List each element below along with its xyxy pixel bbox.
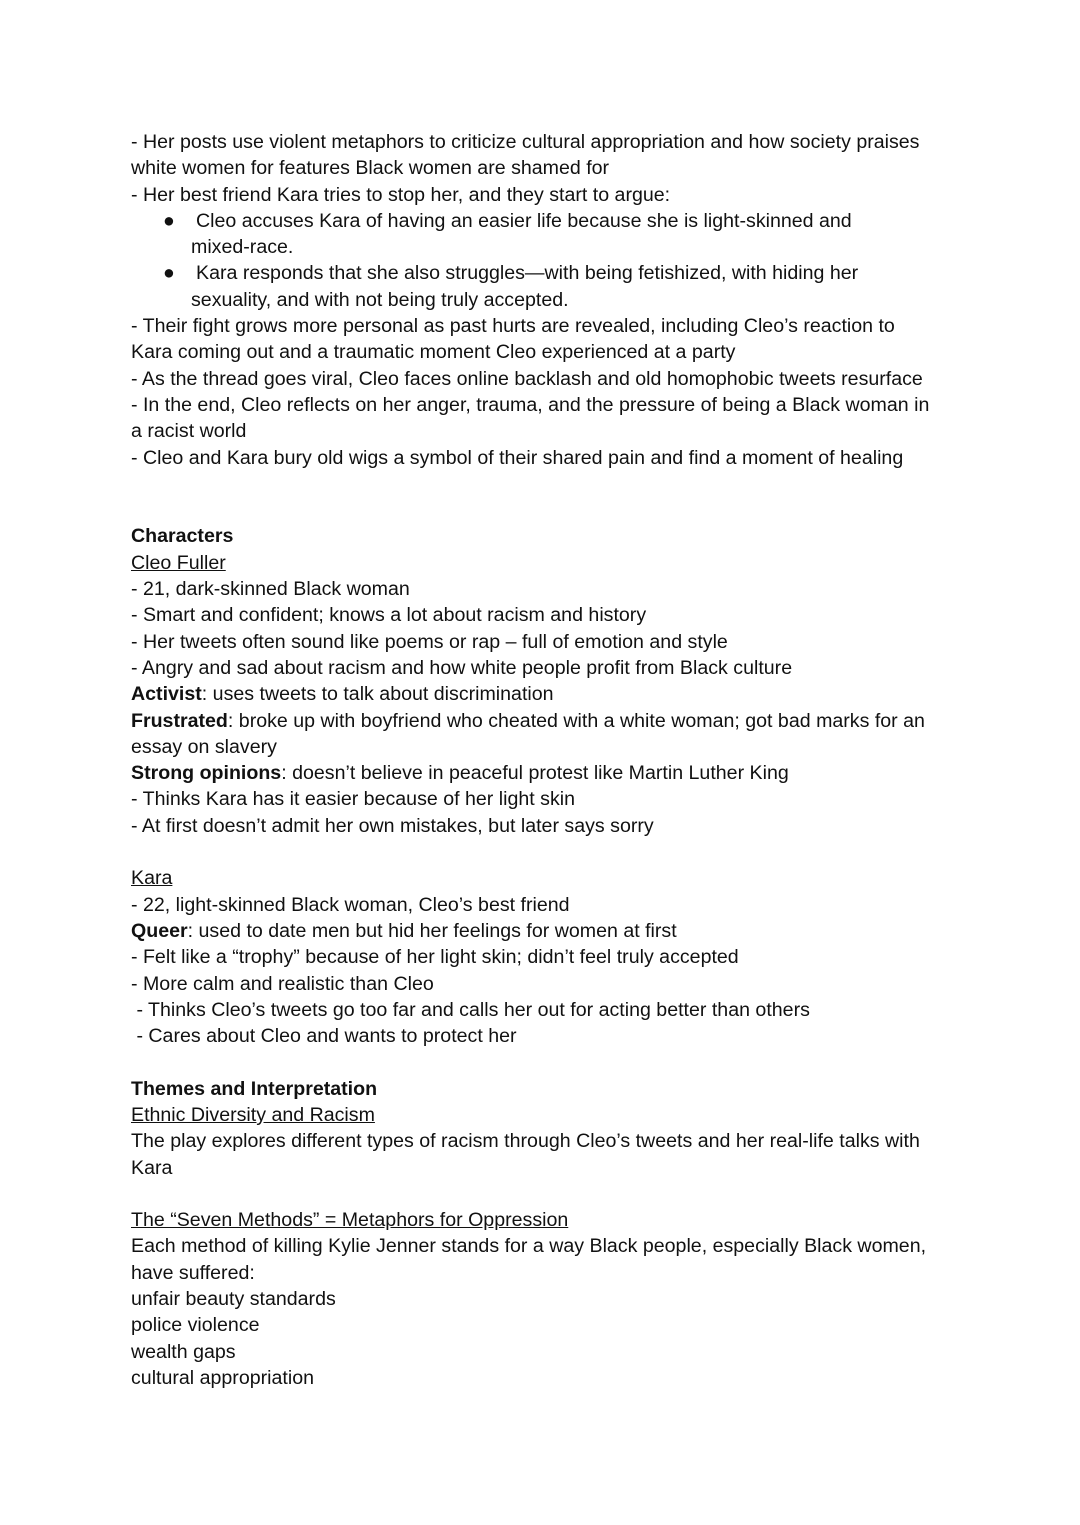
cleo-line: - 21, dark-skinned Black woman — [131, 578, 410, 601]
opinions-label: Strong opinions — [131, 762, 282, 785]
bullet-text-cont: sexuality, and with not being truly accepted. — [191, 288, 569, 311]
summary-line: - Their fight grows more personal as past hurts are revealed, including Cleo’s reaction to — [131, 315, 895, 338]
cleo-frustrated-cont: essay on slavery — [131, 735, 277, 758]
cleo-line: - Her tweets often sound like poems or rap – full of emotion and style — [131, 630, 728, 653]
bullet-text-cont: mixed-race. — [191, 236, 294, 259]
character-name-kara: Kara — [131, 867, 173, 890]
theme-title-ethnic: Ethnic Diversity and Racism — [131, 1103, 375, 1126]
method-item: unfair beauty standards — [131, 1288, 336, 1311]
theme-text: The play explores different types of racism through Cleo’s tweets and her real-life talks with — [131, 1130, 920, 1153]
summary-line: Kara coming out and a traumatic moment Cleo experienced at a party — [131, 341, 736, 364]
document-page — [131, 129, 961, 1391]
theme-text: have suffered: — [131, 1261, 255, 1284]
frustrated-text: : broke up with boyfriend who cheated with a white woman; got bad marks for an — [227, 709, 925, 732]
opinions-text: : doesn’t believe in peaceful protest like Martin Luther King — [281, 762, 789, 785]
method-item: wealth gaps — [131, 1340, 236, 1363]
method-item: police violence — [131, 1314, 260, 1337]
bullet-item — [131, 260, 961, 313]
cleo-line: - Thinks Kara has it easier because of her light skin — [131, 788, 575, 811]
section-heading-themes: Themes and Interpretation — [131, 1077, 378, 1100]
character-name-cleo: Cleo Fuller — [131, 551, 226, 574]
kara-line: - More calm and realistic than Cleo — [131, 972, 434, 995]
theme-text: Kara — [131, 1156, 173, 1179]
summary-line: - Her best friend Kara tries to stop her, and they start to argue: — [131, 183, 671, 206]
method-item: cultural appropriation — [131, 1366, 314, 1389]
bullet-text: Cleo accuses Kara of having an easier life because she is light-skinned and — [196, 209, 852, 232]
bullet-text: Kara responds that she also struggles—with being fetishized, with hiding her — [196, 262, 859, 285]
cleo-line: - At first doesn’t admit her own mistakes, but later says sorry — [131, 814, 654, 837]
theme-text: Each method of killing Kylie Jenner stands for a way Black people, especially Black women, — [131, 1235, 927, 1258]
theme-title-methods: The “Seven Methods” = Metaphors for Oppression — [131, 1209, 569, 1232]
activist-label: Activist — [131, 683, 202, 706]
bullet-icon: ● — [163, 262, 175, 285]
spacer — [131, 1181, 961, 1207]
spacer — [131, 1049, 961, 1075]
cleo-frustrated-line — [131, 708, 961, 734]
summary-line: - Her posts use violent metaphors to criticize cultural appropriation and how society praises — [131, 131, 920, 153]
bullet-item — [131, 208, 961, 261]
queer-label: Queer — [131, 919, 188, 942]
cleo-line: - Angry and sad about racism and how white people profit from Black culture — [131, 656, 793, 679]
summary-line: a racist world — [131, 420, 247, 443]
kara-line: - Cares about Cleo and wants to protect her — [131, 1025, 517, 1048]
activist-text: : uses tweets to talk about discrimination — [201, 683, 554, 706]
spacer — [131, 839, 961, 865]
frustrated-label: Frustrated — [131, 709, 228, 732]
summary-line: - As the thread goes viral, Cleo faces online backlash and old homophobic tweets resurface — [131, 367, 923, 390]
cleo-activist-line — [131, 681, 961, 707]
queer-text: : used to date men but hid her feelings for women at first — [187, 919, 677, 942]
kara-line: - Felt like a “trophy” because of her light skin; didn’t feel truly accepted — [131, 946, 739, 969]
summary-line: white women for features Black women are shamed for — [131, 157, 610, 180]
kara-line: - Thinks Cleo’s tweets go too far and calls her out for acting better than others — [131, 998, 810, 1021]
summary-line: - Cleo and Kara bury old wigs a symbol of their shared pain and find a moment of healing — [131, 446, 904, 469]
kara-queer-line — [131, 918, 961, 944]
kara-line: - 22, light-skinned Black woman, Cleo’s best friend — [131, 893, 570, 916]
summary-line: - In the end, Cleo reflects on her anger, trauma, and the pressure of being a Black woman in — [131, 393, 930, 416]
cleo-opinions-line — [131, 760, 961, 786]
bullet-icon: ● — [163, 209, 175, 232]
spacer — [131, 471, 961, 524]
cleo-line: - Smart and confident; knows a lot about racism and history — [131, 604, 647, 627]
section-heading-characters: Characters — [131, 525, 234, 548]
